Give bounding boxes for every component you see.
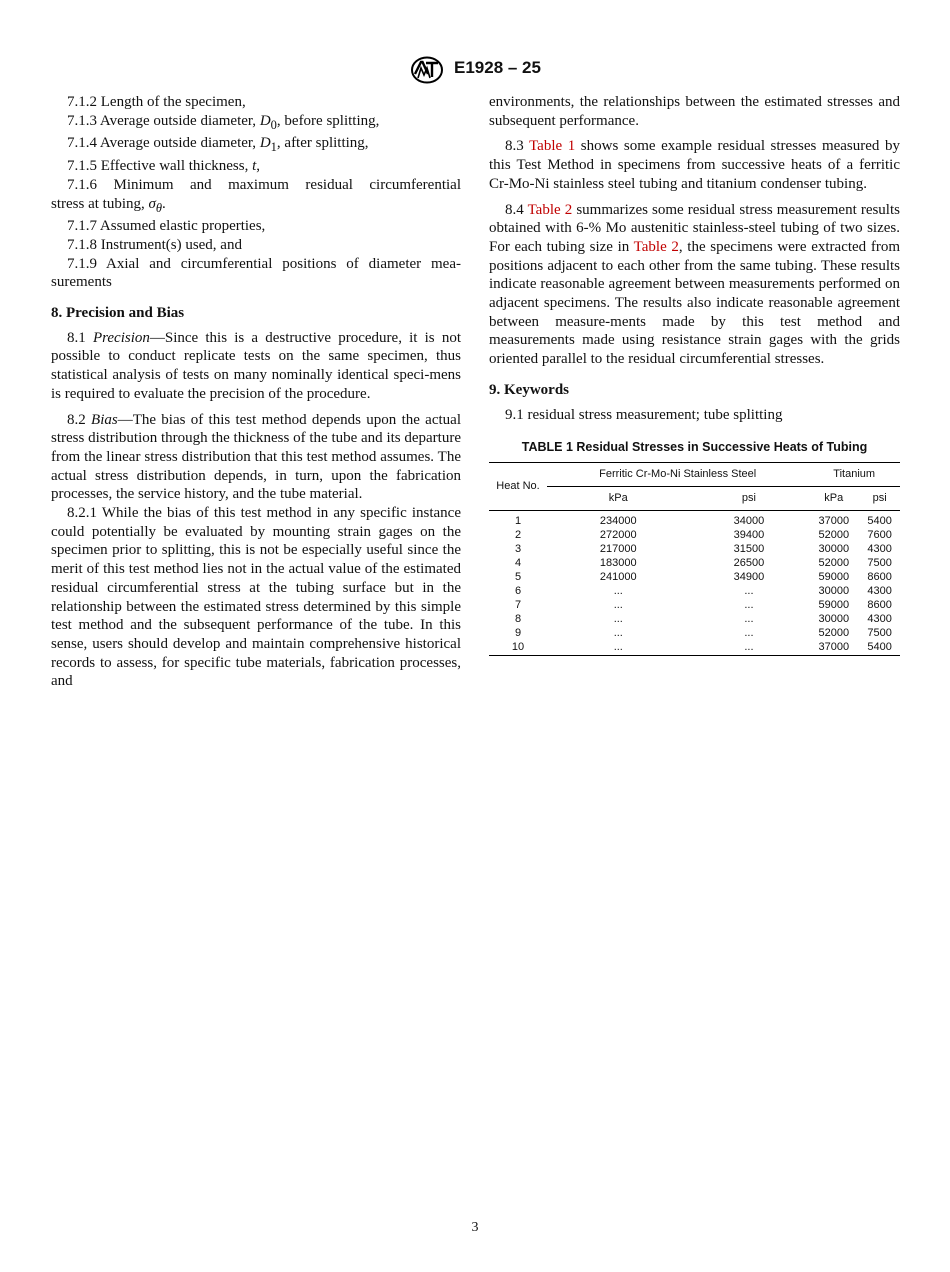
table-cell: 8600 (867, 571, 892, 584)
table-row (489, 528, 900, 542)
table-cell: 30000 (818, 543, 850, 556)
table-cell: 30000 (818, 585, 850, 598)
table-cell: ... (744, 613, 754, 626)
paragraph-8-1: 8.1 Precision—Since this is a destructive procedure, it is not possible to conduct replicate tests on the same specimen, thus statistical analysis of tests on many nominally identical speci-mens is required to evaluate the precision of the procedure. (51, 329, 461, 402)
table-cell: 10 (489, 640, 547, 656)
table-cell: ... (613, 599, 623, 612)
table-row (489, 626, 900, 640)
table-cell: 5400 (859, 640, 900, 656)
column-header: kPa (808, 486, 859, 511)
left-column (51, 93, 461, 691)
table-cell: 59000 (818, 571, 850, 584)
table-cell: 34900 (733, 571, 765, 584)
table-cell: 5 (514, 571, 522, 584)
table-row (489, 640, 900, 656)
paragraph-9-1: 9.1 residual stress measurement; tube splitting (505, 406, 783, 423)
list-item: 7.1.7 Assumed elastic properties, (67, 218, 266, 235)
table-cell: 4300 (867, 585, 892, 598)
table-cell: ... (744, 585, 754, 598)
table-cell: 4300 (867, 543, 892, 556)
astm-logo-icon (409, 56, 445, 84)
table-cell: 52000 (818, 627, 850, 640)
table-row (489, 612, 900, 626)
column-group-header: Ferritic Cr-Mo-Ni Stainless Steel (547, 462, 808, 486)
table-cell: 34000 (733, 515, 765, 528)
table-row (489, 542, 900, 556)
section-heading: 9. Keywords (489, 381, 569, 398)
table-cell: 8600 (867, 599, 892, 612)
list-item: 7.1.9 Axial and circumferential positions of diameter mea- (67, 255, 461, 272)
table-cell: 241000 (599, 571, 637, 584)
table-row (489, 556, 900, 570)
table-cell: 234000 (599, 515, 637, 528)
table-cell: 26500 (733, 557, 765, 570)
right-column (489, 93, 900, 656)
table-cell: 37000 (808, 640, 859, 656)
list-item: 7.1.6 Minimum and maximum residual circumferential (67, 176, 461, 193)
table-cell: 2 (514, 529, 522, 542)
table-cell: 8 (514, 613, 522, 626)
list-item: surements (51, 274, 112, 291)
table-cell: 39400 (733, 529, 765, 542)
table-cell: ... (547, 640, 690, 656)
paragraph-8-2-1: 8.2.1 While the bias of this test method in any specific instance could potentially be evaluated by mounting strain gages on the specimen prior to splitting, this is not be especially useful since the merit of this test method lies not in the actual value of the estimated residual circumferential stress at the tubing surface but in the relationship between the estimated stress determined by this simple test method and the subsequent performance of the tube. In this sense, users should develop and maintain comprehensive historical records to assess, for specific tube materials, fabrication processes, and (51, 505, 461, 690)
column-header: psi (859, 486, 900, 511)
table-row (489, 570, 900, 584)
table-cell: 7500 (867, 627, 892, 640)
column-header: kPa (547, 486, 690, 511)
table-cell: 183000 (599, 557, 637, 570)
document-designation: E1928 – 25 (454, 58, 541, 77)
table-cell: 31500 (733, 543, 765, 556)
list-item: 7.1.2 Length of the specimen, (67, 94, 246, 110)
residual-stress-table (489, 462, 900, 656)
table-1-link[interactable]: Table 1 (529, 138, 576, 155)
table-cell: ... (613, 585, 623, 598)
table-cell: 4 (514, 557, 522, 570)
table-cell: 52000 (818, 557, 850, 570)
column-header: Heat No. (489, 462, 547, 510)
table-cell: ... (744, 599, 754, 612)
page-header (0, 56, 950, 84)
table-cell: 1 (514, 515, 522, 528)
table-cell: 52000 (818, 529, 850, 542)
table-cell: 217000 (599, 543, 637, 556)
list-item: stress at tubing, $\sigma_\theta$. (51, 195, 166, 215)
table-caption: TABLE 1 Residual Stresses in Successive Heats of Tubing (521, 440, 868, 455)
table-2-link[interactable]: Table 2 (633, 238, 679, 255)
table-row (489, 511, 900, 529)
table-row (489, 584, 900, 598)
table-cell: 9 (514, 627, 522, 640)
table-cell: 6 (514, 585, 522, 598)
paragraph-8-3: 8.3 Table 1 shows some example residual stresses measured by this Test Method in specimens from successive heats of a ferritic Cr-Mo-Ni stainless steel tubing and titanium condenser tubing. (489, 138, 900, 192)
column-group-header: Titanium (808, 462, 900, 486)
table-cell: 7500 (867, 557, 892, 570)
table-cell: ... (690, 640, 809, 656)
table-cell: ... (744, 627, 754, 640)
table-cell: 7600 (867, 529, 892, 542)
table-cell: 3 (514, 543, 522, 556)
list-item: 7.1.4 Average outside diameter, $D_1$, after splitting, (67, 135, 369, 155)
table-cell: 5400 (867, 515, 892, 528)
paragraph-8-4: 8.4 Table 2 summarizes some residual stress measurement results obtained with 6-% Mo austenitic stainless-steel tubing of two sizes. For each tubing size in Table 2, the specimens were extracted from positions adjacent to each other from the same tubing. These results indicate reasonable agreement between measurements performed on adjacent specimens. The results also indicate reasonable agreement between measure-ments made by this test method and measurements made using resistance strain gages with the grids oriented parallel to the residual circumferential stresses. (489, 201, 900, 368)
paragraph-8-2: 8.2 Bias—The bias of this test method depends upon the actual stress distribution through the thickness of the tube and its departure from the linear stress distribution that this test method assumes. The actual stress distribution depends, in turn, upon the fabrication processes, the service history, and the tube material. (51, 411, 461, 503)
column-header: psi (690, 486, 809, 511)
table-cell: ... (613, 613, 623, 626)
table-cell: 30000 (818, 613, 850, 626)
list-item: 7.1.3 Average outside diameter, $D_0$, before splitting, (67, 112, 380, 132)
table-cell: 272000 (599, 529, 637, 542)
section-heading: 8. Precision and Bias (51, 305, 185, 322)
list-item: 7.1.5 Effective wall thickness, t, (67, 158, 261, 175)
page-number: 3 (471, 1220, 479, 1235)
table-row (489, 598, 900, 612)
table-cell: 59000 (818, 599, 850, 612)
paragraph-continuation: environments, the relationships between the estimated stresses and subsequent performance. (489, 94, 900, 129)
table-cell: 4300 (867, 613, 892, 626)
table-cell: 7 (514, 599, 522, 612)
table-cell: 37000 (818, 515, 850, 528)
table-cell: ... (613, 627, 623, 640)
list-item: 7.1.8 Instrument(s) used, and (67, 236, 242, 253)
table-2-link[interactable]: Table 2 (527, 201, 573, 218)
